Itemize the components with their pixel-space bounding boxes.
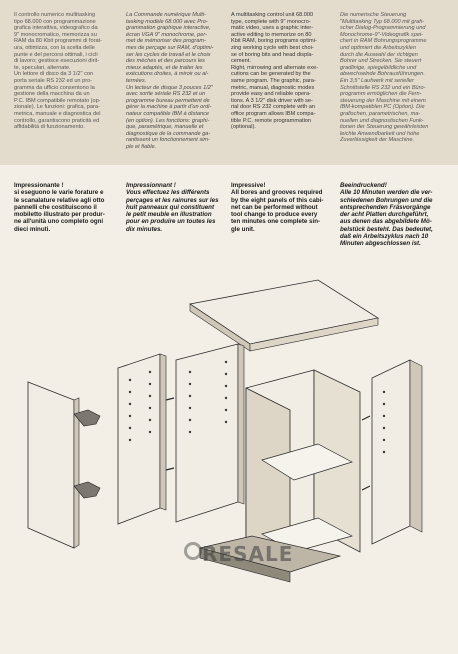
exploded-cabinet-drawing — [0, 250, 458, 654]
french-callout: Impressionnant ! Vous effectuez les différents perçages et les rainures sur les huit panneaux qui constituent le petit meuble en illustration pour en produire un toutes les dix minutes. — [126, 182, 219, 233]
german-callout: Beeindruckend! Alle 10 Minuten werden die ver- schiedenen Bohrungen und die entsprechenden Fräsvorgänge der acht Platten durchgeführt, aus denen das abgebildete Mö- belstück besteht. Das bedeutet, daß ein Arbeitszyklus nach 10 Minuten abgeschlossen ist. — [340, 182, 433, 248]
watermark-ring-icon — [184, 542, 202, 560]
resale-watermark: RESALE — [202, 542, 294, 566]
english-description: A multitasking control unit 68.000 type, complete with 9" monocro- matic video, uses a graphic inter- active editing to memorize on 80 Kbit RAM, boring programs optimi- zing working cycle with best choi- se of boring bits and head displa- cement. Right, mirrowing and alternate exe- cutions can be generated by the same program. The graphic, para- metric, manual, diagnostic modes provide easy and reliable opera- tions. A 3 1/2" disk driver with se- rial door RS 232 complete with an office program allows IBM compa- tible P.C. remote programmation (optional). — [231, 12, 319, 131]
english-callout: Impressive! All bores and grooves required by the eight panels of this cabi- net can be performed without tool change to produce every ten minutes one complete sin- gle unit. — [231, 182, 324, 233]
left-side-panel — [118, 354, 166, 524]
italian-callout: Impressionante ! si eseguono le varie forature e le scanalature relative agli otto pannelli che costituiscono il mobiletto illustrato per produr- ne all'unità uno completo ogni dieci minuti. — [14, 182, 105, 233]
right-side-panel — [372, 360, 422, 544]
top-panel — [190, 280, 378, 351]
italian-description: Il controllo numerico multitasking tipo 68.000 con programmazione grafica interattiva, videografico da 9" monocromatico, memorizza su RAM da 80 Kbit programmi di forat- ura, ottimizza, con la scelta delle punte e del percorsi ottimali, i cicli di lavoro; gestisce esecuzioni dirit- te, speculari, alternate. Un lettore di disco da 3 1/2" con porta seriale RS 232 ed un pro- gramma da ufficio consentono la gestione della macchina da un P.C. IBM compatibile remotato (op- zionale). Le funzioni: grafica, para- metrica, manuale e diagnostica del controllo, garantiscono praticità ed affidabilità di funzionamento. — [14, 12, 102, 131]
french-description: La Commande numérique Multi- tasking modèle 68.000 avec Pro- grammation graphique interactive, écran VGA 9" monochrome, per- met de mémoriser des program- mes de perçage sur RAM, d'optimi- ser les cycles de travail et le choix des mèches et des parcours les mieux adaptés, et de traiter les exécutions droites, à miroir ou al- ternées. Un lecteur de disque 3 pouces 1/2" avec sortie sériale RS 232 et un programme bureau permettent de gérer la machine à partir d'un ordi- nateur compatible IBM à distance (en option). Les fonctions: graphi- que, paramétrique, manuelle et diagnostique de la commande ga- rantissent un fonctionnement sim- ple et fiable. — [126, 12, 214, 150]
back-panel — [176, 344, 244, 522]
door-panel — [28, 382, 79, 548]
german-description: Die numerische Steuerung "Multitasking Typ 68.000 mit grafi- scher Dialog-Programmierung und Monochrome-9"-Videografik spei- chert in RAM Bohrungsprogramme und optimiert die Arbeitszyklen durch die Auswahl der richtigen Bohrer und Strecken. Sie steuert gradlinige, spiegelbildliche und abwechselnde Bohrausführungen. Ein 3,5" Laufwerk mit serieller Schnittstelle RS 232 und ein Büro- programm ermöglichen die Fern- steuerung der Maschine mit einem IBM-kompatiblen PC (Option). Die grafischen, parametrischen, ma- nuellen und diagnostischen Funk- tionen der Steuerung gewährleisten leichte Anwendbarkeit und hohe Zuverlässigkeit der Maschine. — [340, 12, 429, 144]
